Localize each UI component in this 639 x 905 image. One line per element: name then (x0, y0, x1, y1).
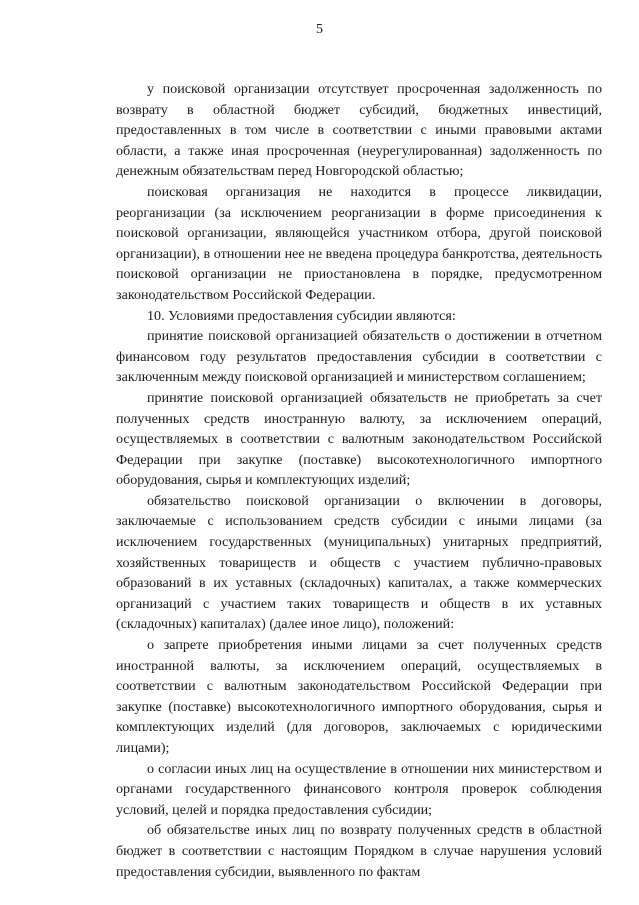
paragraph-results-obligation: принятие поисковой организацией обязательств о достижении в отчетном финансовом году результатов предоставления субсидии в соответствии с заключенным между поисковой организацией и министерством соглашением; (116, 328, 602, 386)
page-number: 5 (316, 22, 323, 37)
paragraph-currency-ban-third-parties: о запрете приобретения иными лицами за счет полученных средств иностранной валюты, за исключением операций, осуществляемых в соответствии с валютным законодательством Российской Федерации при закупке (поставке) высокотехнологичного импортного оборудования, сырья и комплектующих изделий (для договоров, заключаемых с юридическими лицами); (116, 637, 602, 756)
document-body (116, 79, 602, 882)
paragraph-refund-obligation: об обязательстве иных лиц по возврату полученных средств в областной бюджет в соответствии с настоящим Порядком в случае нарушения условий предоставления субсидии, выявленного по фактам (116, 822, 602, 880)
paragraph-not-in-liquidation: поисковая организация не находится в процессе ликвидации, реорганизации (за исключением реорганизации в форме присоединения к поисковой организации, являющейся участником отбора, другой поисковой организации), в отношении нее не введена процедура банкротства, деятельность поисковой организации не приостановлена в порядке, предусмотренном законодательством Российской Федерации. (116, 183, 602, 303)
paragraph-item-10-heading: 10. Условиями предоставления субсидии являются: (147, 307, 456, 324)
paragraph-contract-provisions: обязательство поисковой организации о включении в договоры, заключаемые с использованием средств субсидии с иными лицами (за исключением государственных (муниципальных) унитарных предприятий, хозяйственных товариществ и обществ с участием публично-правовых образований в их уставных (складочных) капиталах, а также коммерческих организаций с участием таких товариществ и обществ в их уставных (складочных) капиталах) (далее иное лицо), положений: (116, 492, 602, 633)
paragraph-no-overdue-debt: у поисковой организации отсутствует просроченная задолженность по возврату в областной бюджет субсидий, бюджетных инвестиций, предоставленных в том числе в соответствии с иными правовыми актами области, а также иная просроченная (неурегулированная) задолженность по денежным обязательствам перед Новгородской областью; (116, 81, 602, 180)
paragraph-consent-to-inspection: о согласии иных лиц на осуществление в отношении них министерством и органами государственного финансового контроля проверок соблюдения условий, целей и порядка предоставления субсидии; (116, 760, 602, 818)
paragraph-no-foreign-currency: принятие поисковой организацией обязательств не приобретать за счет полученных средств иностранную валюту, за исключением операций, осуществляемых в соответствии с валютным законодательством Российской Федерации при закупке (поставке) высокотехнологичного импортного оборудования, сырья и комплектующих изделий; (116, 389, 602, 489)
